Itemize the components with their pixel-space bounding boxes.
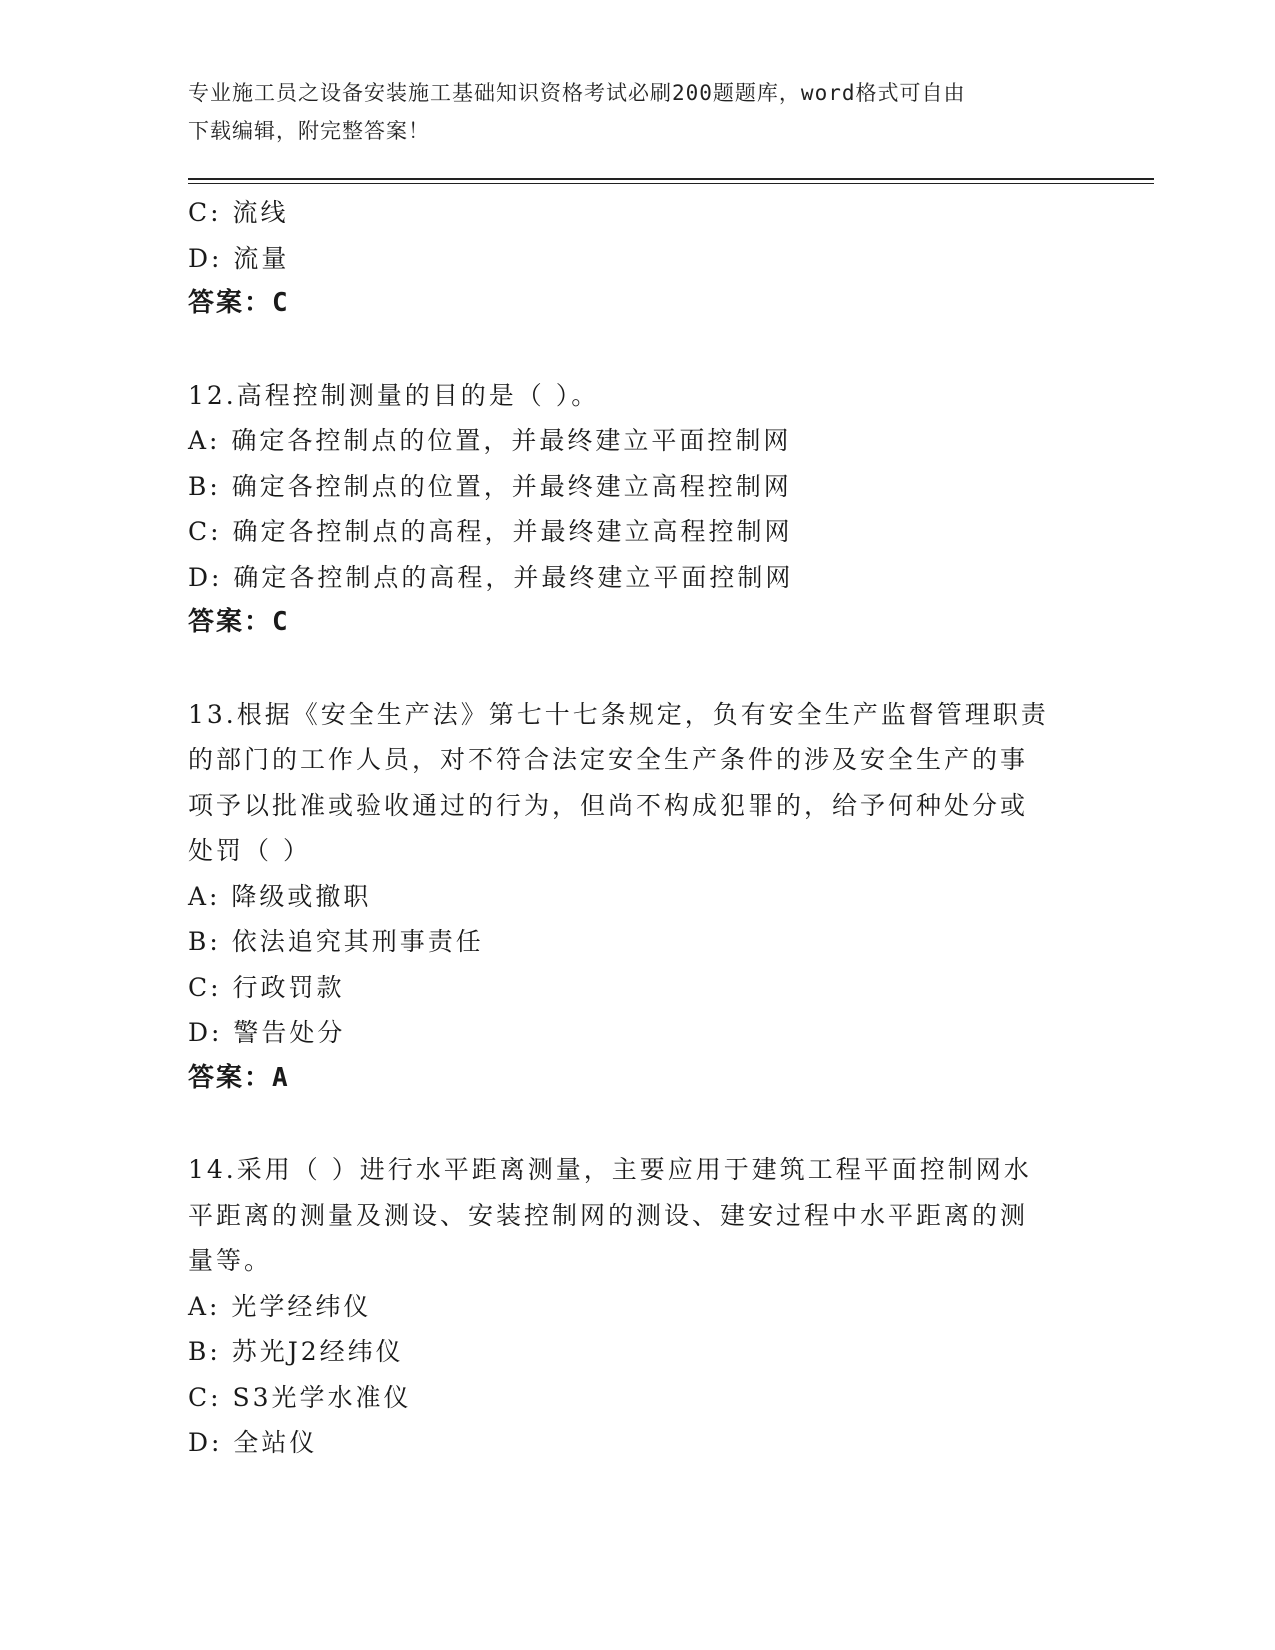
option-d: D: 确定各控制点的高程，并最终建立平面控制网 — [188, 562, 794, 592]
answer-label: 答案：A — [188, 1062, 290, 1093]
question-stem-line: 量等。 — [188, 1246, 273, 1275]
header-line-2: 下载编辑，附完整答案！ — [188, 119, 430, 143]
question-14 — [188, 1147, 1088, 1466]
answer-label: 答案：C — [188, 288, 290, 318]
spacer — [188, 1101, 1088, 1147]
option-c: C: S3光学水准仪 — [188, 1382, 412, 1412]
option-d: D: 流量 — [188, 243, 290, 273]
question-stem-line: 的部门的工作人员，对不符合法定安全生产条件的涉及安全生产的事 — [188, 745, 1029, 774]
option-d: D: 全站仪 — [188, 1428, 318, 1457]
option-b: B: 苏光J2经纬仪 — [188, 1337, 404, 1366]
question-stem: 12.高程控制测量的目的是（ ）。 — [188, 380, 600, 410]
option-c: C: 行政罚款 — [188, 972, 345, 1002]
option-a: A: 降级或撤职 — [188, 881, 372, 911]
question-13 — [188, 692, 1088, 1102]
header-line-1: 专业施工员之设备安装施工基础知识资格考试必刷200题题库，word格式可自由 — [188, 81, 966, 105]
question-list — [188, 190, 1088, 1466]
question-stem-line: 平距离的测量及测设、安装控制网的测设、建安过程中水平距离的测 — [188, 1200, 1029, 1230]
option-b: B: 确定各控制点的位置，并最终建立高程控制网 — [188, 471, 792, 501]
option-d: D: 警告处分 — [188, 1018, 346, 1047]
option-c: C: 确定各控制点的高程，并最终建立高程控制网 — [188, 517, 793, 546]
header-divider-thin — [188, 183, 1154, 184]
question-stem-line: 处罚（ ） — [188, 836, 311, 865]
option-a: A: 确定各控制点的位置，并最终建立平面控制网 — [188, 426, 792, 455]
spacer — [188, 646, 1088, 692]
document-header — [188, 74, 1088, 150]
option-a: A: 光学经纬仪 — [188, 1291, 372, 1321]
answer-label: 答案：C — [188, 607, 290, 637]
header-divider-thick — [188, 178, 1154, 180]
option-b: B: 依法追究其刑事责任 — [188, 927, 484, 956]
question-12 — [188, 373, 1088, 646]
question-stem-line: 13.根据《安全生产法》第七十七条规定，负有安全生产监督管理职责 — [188, 699, 1049, 729]
option-c: C: 流线 — [188, 198, 289, 227]
question-stem-line: 项予以批准或验收通过的行为，但尚不构成犯罪的，给予何种处分或 — [188, 790, 1029, 820]
spacer — [188, 327, 1088, 373]
question-stem-line: 14.采用（ ）进行水平距离测量，主要应用于建筑工程平面控制网水 — [188, 1155, 1032, 1184]
question-11-tail — [188, 190, 1088, 327]
